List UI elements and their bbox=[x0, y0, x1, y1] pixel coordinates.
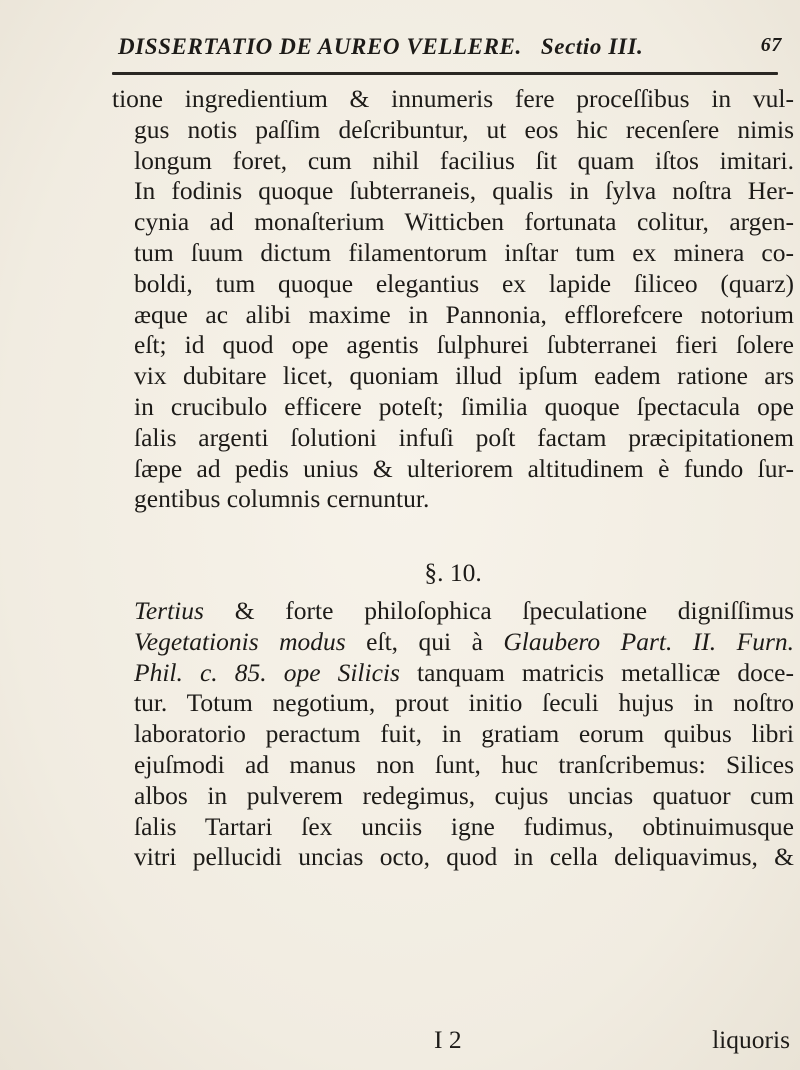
text-line: gentibus columnis cernuntur. bbox=[134, 484, 430, 514]
page-number: 67 bbox=[760, 34, 782, 56]
running-title-text: DISSERTATIO DE AUREO VELLERE. bbox=[118, 34, 522, 59]
text-line: albos in pulverem redegimus, cujus uncias quatuor cum bbox=[134, 780, 794, 810]
text-line: tione ingredientium & innumeris fere proceſſibus in vul- bbox=[112, 84, 794, 113]
text-line: laboratorio peractum fuit, in gratiam eorum quibus libri bbox=[134, 719, 794, 749]
section-heading: §. 10. bbox=[424, 558, 482, 587]
text-line bbox=[112, 627, 794, 658]
text-line: ejuſmodi ad manus non ſunt, huc tranſcribemus: Silices bbox=[134, 749, 794, 779]
text-line: ſalis argenti ſolutioni infuſi poſt factam præcipitationem bbox=[134, 422, 794, 452]
text-line: cynia ad monaſterium Witticben fortunata colitur, argen- bbox=[134, 207, 794, 237]
italic-term: Vegetationis modus bbox=[134, 626, 346, 656]
section-label: Sectio III. bbox=[540, 34, 644, 59]
text-line: tum ſuum dictum filamentorum inſtar tum ex minera co- bbox=[134, 237, 794, 267]
running-title bbox=[118, 34, 643, 60]
text-line: æque ac alibi maxime in Pannonia, efflorefcere notorium bbox=[134, 299, 794, 329]
text-line: tur. Totum negotium, prout initio ſeculi hujus in noſtro bbox=[134, 688, 794, 718]
text-line: vitri pellucidi uncias octo, quod in cella deliquavimus, & bbox=[134, 842, 794, 872]
text-line: vix dubitare licet, quoniam illud ipſum eadem ratione ars bbox=[134, 361, 794, 391]
text-run: & forte philoſophica ſpeculatione digniſſimus bbox=[203, 596, 794, 625]
italic-reference: Glaubero Part. II. Furn. bbox=[503, 626, 794, 656]
text-run: eſt, qui à bbox=[345, 626, 504, 656]
page-footer bbox=[112, 1025, 794, 1057]
italic-term: Tertius bbox=[134, 596, 204, 625]
paragraph-1 bbox=[112, 84, 794, 515]
text-line: In fodinis quoque ſubterraneis, qualis in ſylva noſtra Her- bbox=[134, 176, 794, 206]
text-line: ſalis Tartari ſex unciis igne fudimus, obtinuimusque bbox=[134, 811, 794, 841]
text-line bbox=[112, 658, 794, 689]
text-line: ſæpe ad pedis unius & ulteriorem altitudinem è fundo ſur- bbox=[134, 453, 794, 483]
text-line: boldi, tum quoque elegantius ex lapide ſiliceo (quarz) bbox=[134, 268, 794, 298]
text-line: longum foret, cum nihil facilius ſit quam iſtos imitari. bbox=[134, 145, 794, 175]
catchword: liquoris bbox=[712, 1025, 790, 1054]
text-line: in crucibulo efficere poteſt; ſimilia quoque ſpectacula ope bbox=[134, 391, 794, 421]
signature-mark: I 2 bbox=[434, 1025, 462, 1054]
text-line: gus notis paſſim deſcribuntur, ut eos hic recenſere nimis bbox=[134, 114, 794, 144]
paragraph-2 bbox=[112, 596, 794, 873]
text-run: tanquam matricis metallicæ doce- bbox=[399, 657, 794, 687]
running-header bbox=[118, 30, 782, 74]
text-line bbox=[112, 596, 794, 627]
header-rule bbox=[112, 72, 778, 75]
text-line: eſt; id quod ope agentis ſulphurei ſubterranei fieri ſolere bbox=[134, 330, 794, 360]
italic-term: ope Silicis bbox=[266, 657, 400, 687]
italic-reference: Phil. c. 85. bbox=[134, 657, 267, 687]
